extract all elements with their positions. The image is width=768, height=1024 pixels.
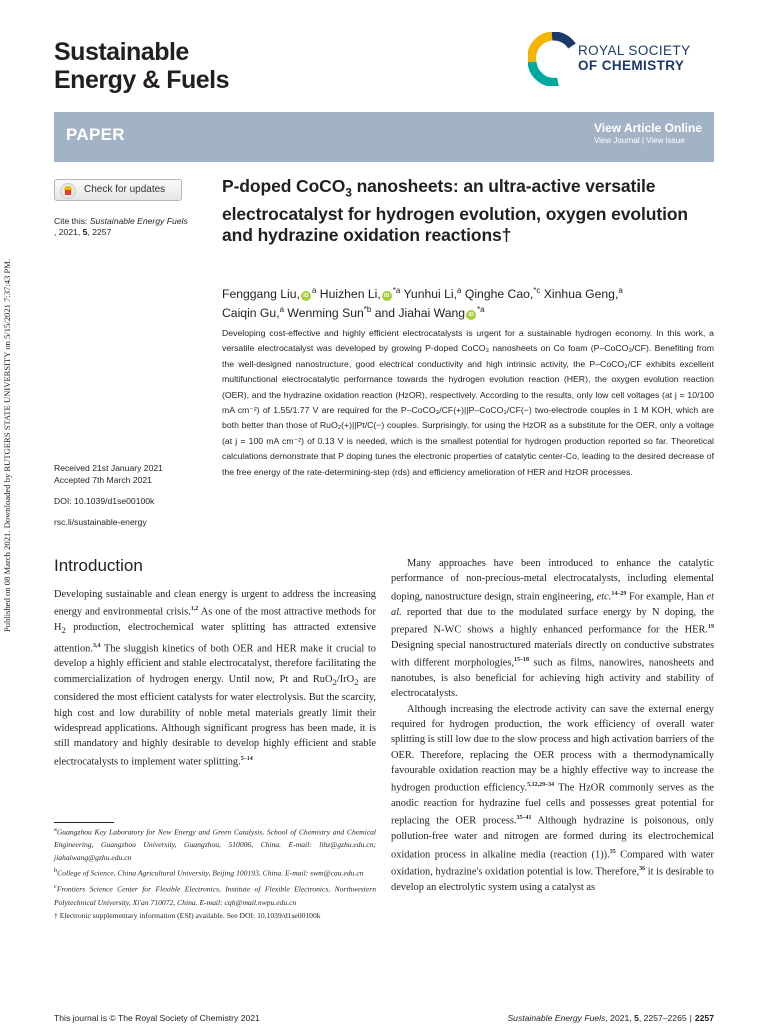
reference-link[interactable]: 36 bbox=[639, 866, 646, 873]
reference-link[interactable]: 35 bbox=[609, 848, 616, 855]
author-name[interactable]: Qinghe Cao, bbox=[461, 287, 534, 302]
publisher-name-line1: ROYAL SOCIETY bbox=[578, 43, 691, 58]
rsc-logo[interactable] bbox=[528, 32, 718, 86]
received-date: Received 21st January 2021 bbox=[54, 463, 163, 473]
body-column-right bbox=[391, 556, 714, 896]
article-title bbox=[222, 176, 714, 246]
affiliation-mark: a bbox=[54, 826, 57, 833]
page-number: 2257 bbox=[694, 1013, 714, 1023]
article-type-label: PAPER bbox=[66, 125, 125, 144]
body-text: etc. bbox=[596, 591, 612, 603]
affiliation-mark: a bbox=[311, 286, 317, 295]
check-for-updates-button[interactable] bbox=[54, 179, 182, 201]
affiliation-mark: a bbox=[618, 286, 623, 295]
orcid-icon[interactable]: iD bbox=[466, 310, 476, 320]
section-heading: Introduction bbox=[54, 556, 143, 575]
reference-link[interactable]: 5,12,29–34 bbox=[527, 782, 555, 789]
body-text: such as films, nanowires, nanosheets and nanotubes, is also beneficial for achieving high activity and stability of electrocatalysts. bbox=[391, 657, 715, 700]
body-text: production, electrochemical water splitting has attracted extensive attention. bbox=[54, 622, 376, 655]
doi-link[interactable]: DOI: 10.1039/d1se00100k bbox=[54, 496, 155, 506]
check-updates-label: Check for updates bbox=[84, 184, 166, 195]
affiliation-mark: b bbox=[54, 867, 58, 875]
title-part1: P-doped CoCO bbox=[222, 176, 346, 196]
author-name[interactable]: and Jiahai Wang bbox=[371, 306, 466, 321]
view-issue-link[interactable]: View Issue bbox=[646, 136, 685, 145]
body-text: it is desirable to develop an electrolytic system using a catalyst as bbox=[391, 866, 714, 894]
body-text: The HzOR commonly serves as the anodic reaction for hydrazine fuel cells and possesses great potential for replacing the OER process. bbox=[391, 782, 714, 827]
abstract: Developing cost-effective and highly efficient electrocatalysts is urgent for a sustainable hydrogen economy. In this work, a versatile electrocatalyst was developed by growing P-doped CoCO₃ nanosheets on Co foam (P–CoCO₃/CF). Benefiting from the well-designed nanostructure, good electrical conductivity and high intrinsic activity, the P–CoCO₃/CF exhibits excellent multifunctional electrocatalytic performance towards the hydrogen evolution reaction (HER), the oxygen evolution reaction (OER), and the hydrazine oxidation reaction (HzOR), respectively. According to the results, only low cell voltages (at j = 10/100 mA cm⁻²) of 1.55/1.77 V are required for the P–CoCO₃/CF(+)||P–CoCO₃/CF(−) two-electrode couples in 1 M KOH, which are both better than those of RuO₂(+)||Pt/C(−) couples. Surprisingly, for using the HzOR as a substitute for the OER, only a voltage (at j = 100 mA cm⁻²) of 0.13 V is needed, which is the smallest potential for hydrogen production reported so far. Theoretical calculations demonstrate that P doping tunes the electronic properties of catalytic center-Co, leading to the desired decrease of the free energy of the rate-determining-step (rds) and efficiency amelioration of HER and HzOR processes. bbox=[222, 328, 714, 477]
view-article-online-link[interactable]: View Article Online bbox=[593, 121, 702, 135]
reference-link[interactable]: 19 bbox=[708, 623, 714, 630]
view-links bbox=[594, 121, 702, 146]
cite-journal: Sustainable Energy Fuels bbox=[89, 216, 188, 226]
author-name[interactable]: Yunhui Li, bbox=[400, 287, 458, 302]
watermark-text: Published on 08 March 2021. Downloaded by RUTGERS STATE UNIVERSITY on 5/15/2021 7:37:43 PM. bbox=[2, 258, 12, 632]
reference-link[interactable]: 1,2 bbox=[190, 606, 199, 613]
body-column-left bbox=[54, 587, 376, 769]
reference-link[interactable]: 14–29 bbox=[611, 590, 627, 597]
author-list bbox=[222, 283, 714, 321]
footer-pages: , 2257–2265 bbox=[638, 1013, 687, 1023]
publisher-name-line2: OF CHEMISTRY bbox=[578, 58, 685, 73]
journal-title-line2: Energy & Fuels bbox=[54, 66, 229, 94]
crossmark-icon bbox=[60, 183, 76, 199]
body-text: reported that due to the modulated surface energy by N doping, the prepared N-WC shows a highly enhanced performance for the HER. bbox=[391, 606, 714, 636]
body-text: et al. bbox=[391, 591, 714, 618]
download-watermark bbox=[2, 162, 16, 632]
affiliation-note bbox=[54, 865, 376, 880]
author-name[interactable]: Wenming Sun bbox=[284, 306, 364, 321]
journal-title-line1: Sustainable bbox=[54, 38, 189, 66]
body-text: The sluggish kinetics of both OER and HER make it crucial to develop a highly efficient and stable electrocatalyst, therefore facilitating the commercialization of hydrogen energy. Until now, Pt and RuO bbox=[54, 643, 376, 685]
subscript: 2 bbox=[61, 625, 66, 636]
body-text: Many approaches have been introduced to enhance the catalytic performance of non-precious-metal electrocatalysts, including elemental doping, nanostructure design, strain engineering, bbox=[391, 558, 714, 603]
body-text: /IrO bbox=[336, 673, 355, 685]
reference-link[interactable]: 35–41 bbox=[516, 815, 532, 822]
article-type-banner bbox=[54, 112, 714, 162]
affiliation-mark: c bbox=[54, 883, 57, 891]
affiliation-text: College of Science, China Agricultural University, Beijing 100193, China. E-mail: swm@cau.edu.cn bbox=[57, 868, 364, 878]
footer-journal: Sustainable Energy Fuels bbox=[507, 1013, 606, 1023]
accepted-date: Accepted 7th March 2021 bbox=[54, 475, 152, 485]
author-name[interactable]: Caiqin Gu, bbox=[222, 306, 280, 321]
author-name[interactable]: Huizhen Li, bbox=[316, 287, 381, 302]
orcid-icon[interactable]: iD bbox=[382, 291, 392, 301]
view-journal-link[interactable]: View Journal bbox=[593, 136, 640, 145]
body-text: As one of the most attractive methods for H bbox=[54, 606, 376, 634]
affiliation-mark: *a bbox=[477, 305, 485, 315]
body-text: Designing special nanostructured materials directly on conductive substrates with different morphologies, bbox=[391, 639, 714, 669]
affiliation-text: Guangzhou Key Laboratory for New Energy and Green Catalysis, School of Chemistry and Chemical Engineering, Guangzhou University, Guangzhou, 510006, China. E-mail: lihz@gzhu.edu.cn; jiahaiwang@gzhu.edu.cn bbox=[54, 827, 376, 862]
subscript: 2 bbox=[332, 676, 337, 687]
affiliation-mark: *a bbox=[392, 286, 401, 295]
body-text: are considered the most efficient catalysts for water electrolysis. But the scarcity, high cost and low durability of noble metal materials greatly limit their widespread applications. Although significant progress has been made, it is still mandatory and highly desirable to develop highly efficient and stable electrocatalysts to implement water splitting. bbox=[54, 673, 376, 767]
cite-label: Cite this: bbox=[54, 216, 88, 226]
journal-title[interactable] bbox=[54, 38, 314, 94]
reference-link[interactable]: 15–18 bbox=[513, 657, 529, 663]
author-name[interactable]: Xinhua Geng, bbox=[540, 287, 619, 302]
copyright-footer: This journal is © The Royal Society of Chemistry 2021 bbox=[54, 1013, 260, 1023]
affiliation-note bbox=[54, 824, 376, 864]
article-dates bbox=[54, 462, 214, 486]
footnotes bbox=[54, 824, 376, 924]
cite-year: , 2021, bbox=[54, 227, 81, 237]
rsc-emblem-icon bbox=[528, 32, 576, 86]
body-text: Although hydrazine is poisonous, only pollution-free water and nitrogen are formed during its electrochemical oxidation process in alkaline media (reaction (1)). bbox=[391, 815, 715, 860]
title-part2: nanosheets: an ultra-active versatile electrocatalyst for hydrogen evolution, oxygen evolution and hydrazine oxidation reactions† bbox=[222, 176, 689, 245]
body-text: For example, Han bbox=[626, 591, 707, 603]
footer-year: , 2021, bbox=[605, 1013, 635, 1023]
orcid-icon[interactable]: iD bbox=[301, 291, 311, 301]
affiliation-note bbox=[54, 881, 376, 909]
body-text: Although increasing the electrode activity can save the external energy required for hydrogen production, the work efficiency of overall water splitting is still low due to the slow process and high activation barriers of the OER. Therefore, replacing the OER process with a thermodynamically favourable oxidation reaction may be a highly effective way to increase the hydrogen production efficiency. bbox=[391, 703, 714, 794]
paragraph bbox=[391, 702, 714, 896]
reference-link[interactable]: 5–14 bbox=[240, 755, 253, 762]
page-footer bbox=[507, 1013, 714, 1023]
paragraph bbox=[391, 556, 714, 702]
affiliation-mark: a bbox=[279, 305, 285, 315]
subscript: 2 bbox=[354, 676, 359, 687]
link-separator: | bbox=[641, 136, 644, 145]
title-subscript: 3 bbox=[345, 185, 352, 200]
journal-link[interactable]: rsc.li/sustainable-energy bbox=[54, 517, 147, 527]
affiliation-mark: a bbox=[457, 286, 462, 295]
affiliation-text: Frontiers Science Center for Flexible Electronics, Institute of Flexible Electronics, Northwestern Polytechnical University, Xi'an 710072, China. E-mail: cqh@mail.nwpu.edu.cn bbox=[54, 884, 376, 907]
author-name[interactable]: Fenggang Liu, bbox=[222, 287, 300, 302]
footer-separator: | bbox=[689, 1013, 692, 1023]
footnote-divider bbox=[54, 822, 114, 823]
reference-link[interactable]: 3,4 bbox=[92, 642, 101, 649]
cite-page: , 2257 bbox=[87, 227, 112, 237]
esi-note[interactable]: † Electronic supplementary information (ESI) available. See DOI: 10.1039/d1se00100k bbox=[54, 911, 321, 921]
footer-volume: 5 bbox=[634, 1013, 639, 1023]
affiliation-mark: *b bbox=[363, 305, 372, 315]
affiliation-mark: *c bbox=[533, 286, 541, 295]
body-text: Compared with water oxidation, hydrazine's oxidation potential is low. Therefore, bbox=[391, 849, 714, 878]
cite-volume: 5 bbox=[82, 227, 88, 237]
body-text: Developing sustainable and clean energy is urgent to address the increasing energy and environmental crisis. bbox=[54, 589, 376, 618]
citation-info bbox=[54, 216, 214, 238]
